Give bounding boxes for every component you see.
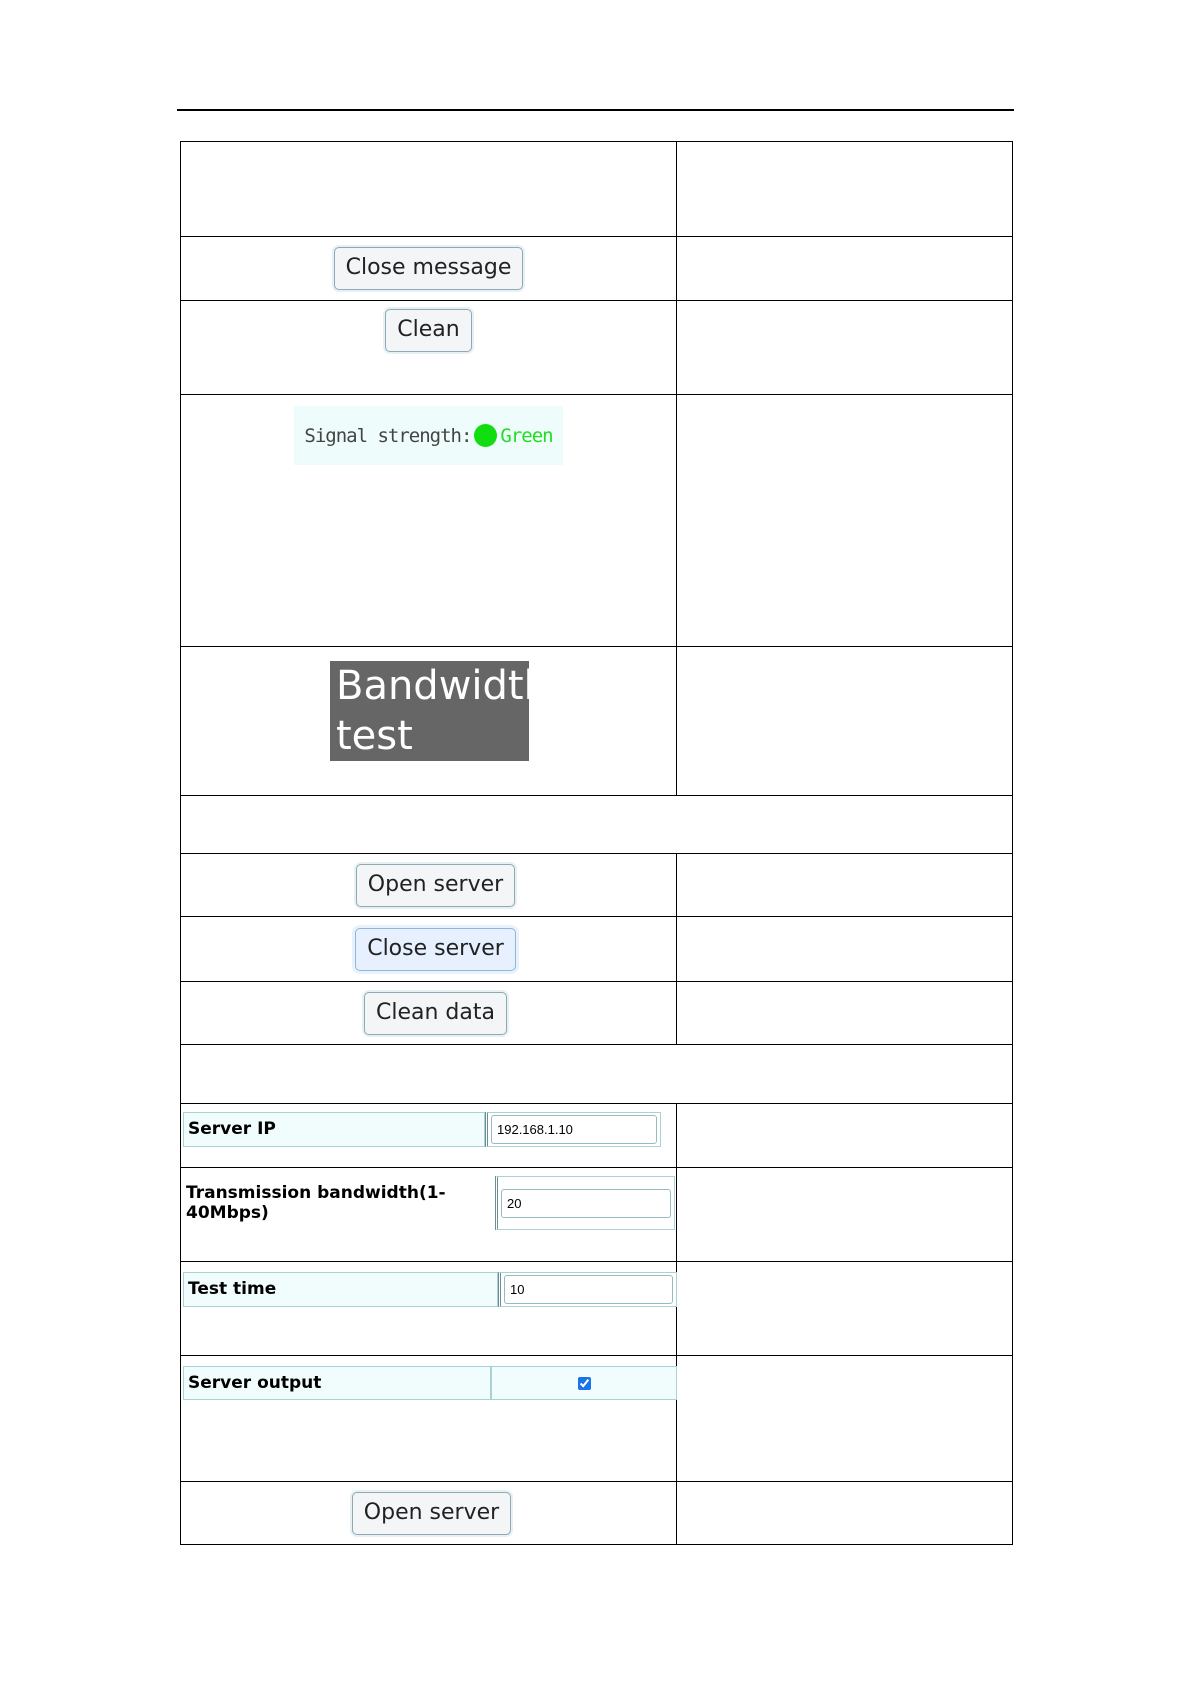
bandwidth-test-line2: test — [336, 713, 413, 759]
table-cell — [181, 982, 677, 1045]
table-cell — [677, 237, 1013, 301]
table-cell — [181, 301, 677, 395]
header-rule — [177, 109, 1014, 111]
table-row — [181, 142, 1013, 237]
table-row — [181, 395, 1013, 647]
table-row — [181, 854, 1013, 917]
bandwidth-test-line1: Bandwidth — [336, 663, 549, 709]
bandwidth-label: Transmission bandwidth(1-40Mbps) — [181, 1176, 495, 1230]
table-row — [181, 917, 1013, 982]
signal-status-text: Green — [500, 424, 553, 447]
table-row — [181, 237, 1013, 301]
table-cell — [181, 395, 677, 647]
table-cell — [181, 1168, 677, 1262]
table-row — [181, 1168, 1013, 1262]
table-cell — [181, 1356, 677, 1482]
table-cell — [181, 237, 677, 301]
table-cell — [181, 1045, 1013, 1104]
table-cell — [677, 1262, 1013, 1356]
table-cell — [677, 395, 1013, 647]
signal-strength-indicator — [294, 406, 562, 465]
signal-strength-label: Signal strength: — [304, 424, 472, 447]
test-time-row — [183, 1272, 677, 1307]
table-cell — [181, 854, 677, 917]
table-cell — [677, 982, 1013, 1045]
table-cell — [677, 647, 1013, 796]
clean-data-button[interactable]: Clean data — [364, 992, 507, 1035]
table-cell — [181, 917, 677, 982]
close-message-button[interactable]: Close message — [334, 247, 524, 290]
table-row — [181, 1045, 1013, 1104]
table-row — [181, 301, 1013, 395]
server-ip-input[interactable] — [491, 1115, 657, 1144]
open-server-button[interactable]: Open server — [356, 864, 515, 907]
server-ip-label: Server IP — [183, 1112, 485, 1147]
table-cell — [677, 1168, 1013, 1262]
table-row — [181, 647, 1013, 796]
close-server-button[interactable]: Close server — [355, 928, 516, 971]
table-cell — [181, 1482, 677, 1545]
table-row — [181, 1356, 1013, 1482]
bandwidth-row — [181, 1176, 675, 1230]
server-output-checkbox[interactable] — [578, 1377, 591, 1390]
clean-button[interactable]: Clean — [385, 309, 471, 352]
table-cell — [181, 647, 677, 796]
test-time-label: Test time — [183, 1272, 498, 1307]
bandwidth-cell — [495, 1176, 675, 1230]
document-table — [180, 141, 1013, 1545]
table-cell — [677, 917, 1013, 982]
table-cell — [181, 142, 677, 237]
table-cell — [677, 301, 1013, 395]
table-cell — [181, 1262, 677, 1356]
table-row — [181, 1482, 1013, 1545]
table-cell — [677, 1356, 1013, 1482]
table-cell — [677, 854, 1013, 917]
server-output-label: Server output — [183, 1366, 491, 1400]
table-cell — [677, 1482, 1013, 1545]
test-time-cell — [498, 1272, 677, 1307]
server-output-row — [183, 1366, 677, 1400]
table-cell — [181, 796, 1013, 854]
server-ip-row — [183, 1112, 661, 1147]
server-ip-cell — [485, 1112, 661, 1147]
signal-dot-icon — [474, 424, 497, 447]
bandwidth-test-tab[interactable] — [330, 661, 549, 761]
table-row — [181, 982, 1013, 1045]
table-cell — [677, 142, 1013, 237]
table-row — [181, 1262, 1013, 1356]
open-server-button-2[interactable]: Open server — [352, 1492, 511, 1535]
table-cell — [677, 1104, 1013, 1168]
table-cell — [181, 1104, 677, 1168]
bandwidth-input[interactable] — [501, 1189, 671, 1218]
table-row — [181, 796, 1013, 854]
table-row — [181, 1104, 1013, 1168]
test-time-input[interactable] — [504, 1275, 673, 1304]
server-output-cell — [491, 1366, 677, 1400]
